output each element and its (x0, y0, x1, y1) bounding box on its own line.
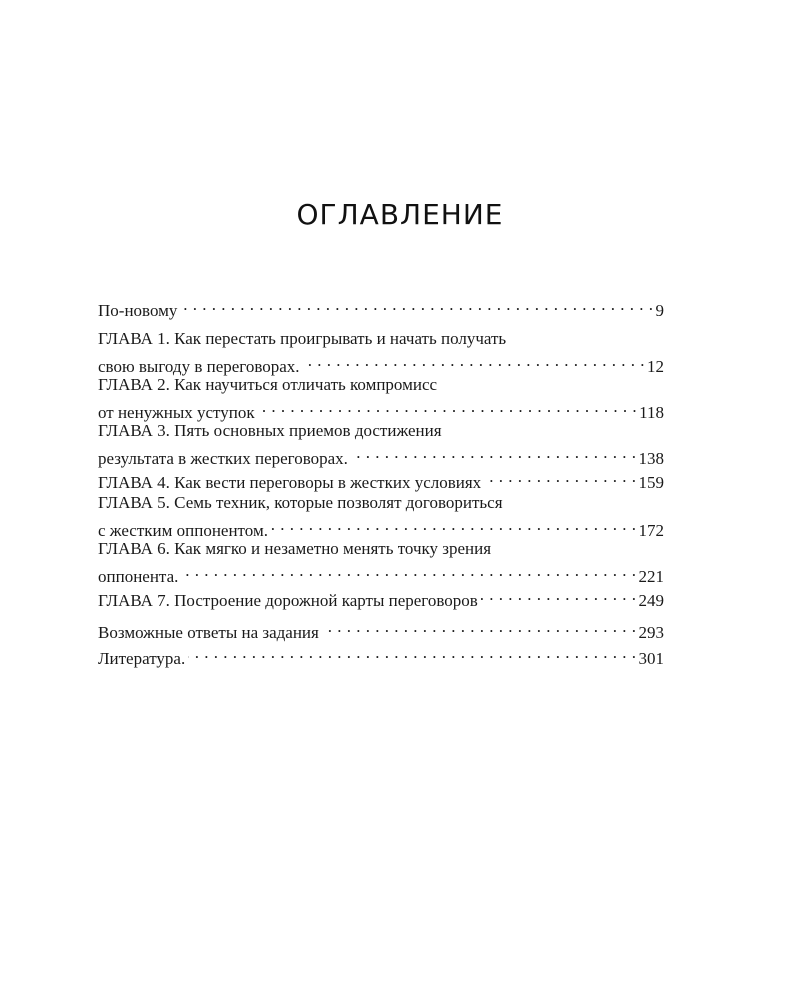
toc-entry-title: ГЛАВА 7. Построение дорожной карты переговоров (98, 591, 478, 610)
toc-entry-title: ГЛАВА 4. Как вести переговоры в жестких условиях (98, 473, 482, 492)
toc-entry-title-cont: с жестким оппонентом. (98, 521, 268, 540)
toc-entry-answers[interactable] (98, 616, 664, 644)
toc-entry-title: Литература. (98, 649, 186, 668)
toc-page-number: 172 (638, 521, 664, 540)
dot-leader (271, 514, 637, 536)
page-title: ОГЛАВЛЕНИЕ (296, 198, 504, 231)
toc-page-number: 159 (638, 473, 664, 492)
toc-entry-chapter-7[interactable] (98, 584, 664, 612)
dot-leader (322, 616, 637, 638)
dot-leader (258, 396, 638, 418)
toc-entry-title: ГЛАВА 6. Как мягко и незаметно менять точку зрения (98, 539, 492, 558)
toc-page-number: 301 (638, 649, 664, 668)
toc-page-number: 9 (655, 301, 664, 320)
toc-entry-title: ГЛАВА 3. Пять основных приемов достижения (98, 421, 442, 440)
toc-entry-intro[interactable] (98, 294, 664, 322)
toc-entry-title: ГЛАВА 1. Как перестать проигрывать и начать получать (98, 329, 507, 348)
toc-entry-literature[interactable] (98, 642, 664, 670)
toc-entry-title: ГЛАВА 2. Как научиться отличать компромисс (98, 375, 438, 394)
dot-leader (481, 584, 637, 606)
toc-entry-title-cont: оппонента. (98, 567, 179, 586)
toc-page-number: 249 (638, 591, 664, 610)
toc-entry-chapter-5[interactable] (98, 492, 664, 542)
dot-leader (484, 466, 636, 488)
toc-entry-title-cont: результата в жестких переговорах. (98, 449, 348, 468)
toc-entry-title-cont: свою выгоду в переговорах. (98, 357, 300, 376)
toc-page-number: 118 (639, 403, 664, 422)
dot-leader (188, 642, 636, 664)
toc-entry-chapter-1[interactable] (98, 328, 664, 378)
toc-entry-chapter-4[interactable] (98, 466, 664, 494)
toc-entry-title-cont: от ненужных уступок (98, 403, 255, 422)
toc-entry-chapter-6[interactable] (98, 538, 664, 588)
dot-leader (303, 350, 645, 372)
dot-leader (180, 294, 653, 316)
toc-page-number: 138 (638, 449, 664, 468)
toc-entry-chapter-3[interactable] (98, 420, 664, 470)
dot-leader (351, 442, 637, 464)
dot-leader (181, 560, 636, 582)
toc-entry-chapter-2[interactable] (98, 374, 664, 424)
toc-entry-title: Возможные ответы на задания (98, 623, 319, 642)
toc-page-number: 293 (638, 623, 664, 642)
toc-page-number: 12 (647, 357, 664, 376)
toc-page-number: 221 (638, 567, 664, 586)
toc-entry-title: ГЛАВА 5. Семь техник, которые позволят договориться (98, 493, 503, 512)
toc-entry-title: По-новому (98, 301, 178, 320)
